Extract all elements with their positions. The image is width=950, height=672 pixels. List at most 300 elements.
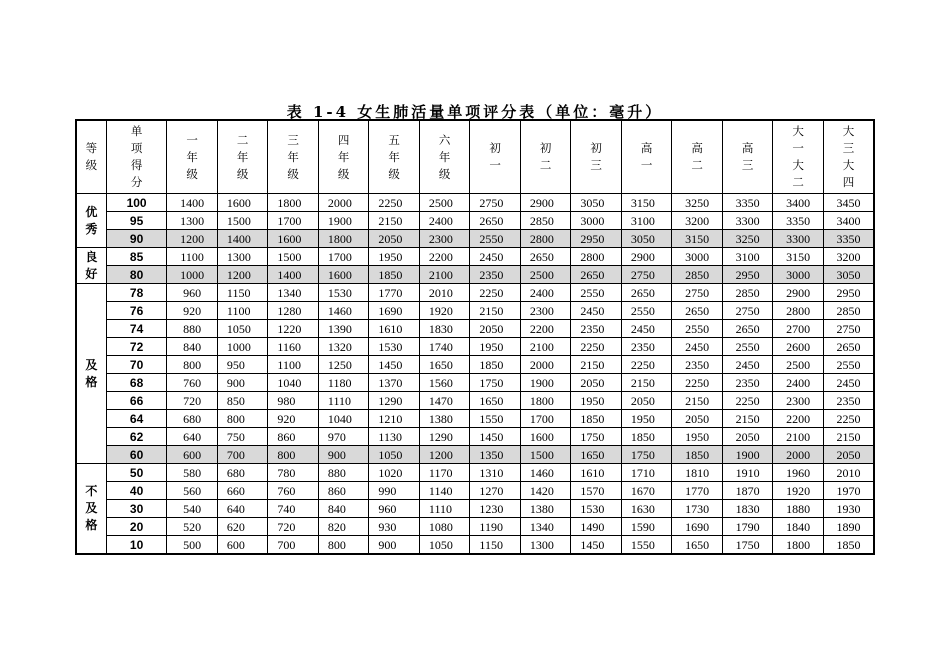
value-cell: 2050 [621, 392, 672, 410]
value-cell: 2750 [621, 266, 672, 284]
value-cell: 1450 [571, 536, 622, 555]
value-cell: 990 [369, 482, 420, 500]
value-cell: 3200 [823, 248, 874, 266]
score-cell: 40 [106, 482, 167, 500]
value-cell: 1970 [823, 482, 874, 500]
value-cell: 1320 [318, 338, 369, 356]
value-cell: 2550 [722, 338, 773, 356]
grade-cell [76, 194, 106, 248]
value-cell: 1210 [369, 410, 420, 428]
table-row [76, 266, 874, 284]
value-cell: 1460 [520, 464, 571, 482]
value-cell: 1870 [722, 482, 773, 500]
value-cell: 1850 [470, 356, 521, 374]
value-cell: 2400 [773, 374, 824, 392]
column-header-label: 一年级 [186, 132, 198, 181]
value-cell: 3300 [773, 230, 824, 248]
value-cell: 1900 [722, 446, 773, 464]
grade-label: 良好 [85, 249, 98, 281]
table-row [76, 194, 874, 212]
value-cell: 1220 [268, 320, 319, 338]
value-cell: 970 [318, 428, 369, 446]
value-cell: 2450 [672, 338, 723, 356]
table-row [76, 374, 874, 392]
value-cell: 1200 [167, 230, 218, 248]
value-cell: 860 [318, 482, 369, 500]
value-cell: 2250 [369, 194, 420, 212]
value-cell: 3250 [672, 194, 723, 212]
value-cell: 800 [268, 446, 319, 464]
value-cell: 2900 [621, 248, 672, 266]
value-cell: 600 [167, 446, 218, 464]
value-cell: 1420 [520, 482, 571, 500]
value-cell: 1310 [470, 464, 521, 482]
value-cell: 1960 [773, 464, 824, 482]
value-cell: 2850 [672, 266, 723, 284]
value-cell: 2950 [571, 230, 622, 248]
value-cell: 2000 [773, 446, 824, 464]
value-cell: 2850 [823, 302, 874, 320]
table-row [76, 464, 874, 482]
value-cell: 1700 [318, 248, 369, 266]
grade-label: 及格 [85, 357, 98, 389]
value-cell: 860 [268, 428, 319, 446]
value-cell: 1950 [571, 392, 622, 410]
value-cell: 740 [268, 500, 319, 518]
value-cell: 2800 [773, 302, 824, 320]
table-row [76, 446, 874, 464]
column-header-label: 大一大二 [792, 124, 804, 189]
value-cell: 2350 [621, 338, 672, 356]
value-cell: 2300 [520, 302, 571, 320]
value-cell: 1140 [419, 482, 470, 500]
value-cell: 2750 [672, 284, 723, 302]
value-cell: 1550 [470, 410, 521, 428]
value-cell: 1920 [773, 482, 824, 500]
column-header-label: 五年级 [388, 132, 400, 181]
value-cell: 1600 [520, 428, 571, 446]
value-cell: 760 [167, 374, 218, 392]
value-cell: 1500 [268, 248, 319, 266]
value-cell: 1000 [167, 266, 218, 284]
grade-cell [76, 284, 106, 464]
value-cell: 3450 [823, 194, 874, 212]
value-cell: 1800 [318, 230, 369, 248]
value-cell: 1250 [318, 356, 369, 374]
value-cell: 2200 [419, 248, 470, 266]
value-cell: 2050 [722, 428, 773, 446]
grade-label: 不及格 [85, 484, 98, 532]
score-cell: 85 [106, 248, 167, 266]
column-header [571, 120, 622, 194]
column-header-label: 单项得分 [130, 124, 143, 189]
value-cell: 2500 [419, 194, 470, 212]
column-header [621, 120, 672, 194]
score-cell: 68 [106, 374, 167, 392]
table-row [76, 248, 874, 266]
column-header [106, 120, 167, 194]
value-cell: 3000 [672, 248, 723, 266]
value-cell: 880 [318, 464, 369, 482]
value-cell: 620 [217, 518, 268, 536]
value-cell: 2150 [823, 428, 874, 446]
value-cell: 2900 [520, 194, 571, 212]
value-cell: 1050 [217, 320, 268, 338]
score-cell: 95 [106, 212, 167, 230]
value-cell: 960 [167, 284, 218, 302]
value-cell: 1530 [369, 338, 420, 356]
value-cell: 1190 [470, 518, 521, 536]
value-cell: 2100 [520, 338, 571, 356]
value-cell: 520 [167, 518, 218, 536]
value-cell: 3050 [571, 194, 622, 212]
value-cell: 1830 [722, 500, 773, 518]
value-cell: 1800 [268, 194, 319, 212]
value-cell: 1830 [419, 320, 470, 338]
value-cell: 930 [369, 518, 420, 536]
value-cell: 1300 [520, 536, 571, 555]
value-cell: 1050 [419, 536, 470, 555]
value-cell: 640 [167, 428, 218, 446]
table-title: 表 1-4 女生肺活量单项评分表（单位：毫升） [286, 103, 664, 121]
value-cell: 1100 [268, 356, 319, 374]
value-cell: 1880 [773, 500, 824, 518]
value-cell: 1350 [470, 446, 521, 464]
score-cell: 80 [106, 266, 167, 284]
value-cell: 800 [217, 410, 268, 428]
table-row [76, 410, 874, 428]
value-cell: 1700 [268, 212, 319, 230]
value-cell: 3150 [773, 248, 824, 266]
value-cell: 1390 [318, 320, 369, 338]
score-cell: 70 [106, 356, 167, 374]
table-row [76, 482, 874, 500]
value-cell: 2200 [773, 410, 824, 428]
score-cell: 72 [106, 338, 167, 356]
value-cell: 2350 [470, 266, 521, 284]
value-cell: 780 [268, 464, 319, 482]
value-cell: 2150 [672, 392, 723, 410]
column-header [318, 120, 369, 194]
value-cell: 2050 [369, 230, 420, 248]
value-cell: 2650 [672, 302, 723, 320]
value-cell: 600 [217, 536, 268, 555]
column-header [672, 120, 723, 194]
value-cell: 2600 [773, 338, 824, 356]
column-header [167, 120, 218, 194]
value-cell: 2350 [823, 392, 874, 410]
column-header [369, 120, 420, 194]
score-cell: 100 [106, 194, 167, 212]
column-header-label: 四年级 [337, 132, 350, 181]
value-cell: 2950 [722, 266, 773, 284]
value-cell: 680 [167, 410, 218, 428]
value-cell: 1040 [318, 410, 369, 428]
value-cell: 700 [217, 446, 268, 464]
value-cell: 1850 [672, 446, 723, 464]
value-cell: 2750 [470, 194, 521, 212]
column-header-label: 初三 [590, 141, 602, 172]
value-cell: 3350 [722, 194, 773, 212]
value-cell: 2800 [520, 230, 571, 248]
value-cell: 900 [369, 536, 420, 555]
score-cell: 30 [106, 500, 167, 518]
table-row [76, 338, 874, 356]
score-cell: 62 [106, 428, 167, 446]
score-cell: 10 [106, 536, 167, 555]
value-cell: 660 [217, 482, 268, 500]
value-cell: 2350 [722, 374, 773, 392]
value-cell: 1850 [823, 536, 874, 555]
value-cell: 2000 [520, 356, 571, 374]
score-cell: 64 [106, 410, 167, 428]
value-cell: 3100 [621, 212, 672, 230]
value-cell: 1500 [520, 446, 571, 464]
value-cell: 1300 [167, 212, 218, 230]
value-cell: 1750 [470, 374, 521, 392]
value-cell: 1550 [621, 536, 672, 555]
value-cell: 920 [268, 410, 319, 428]
value-cell: 1610 [369, 320, 420, 338]
value-cell: 1850 [571, 410, 622, 428]
score-cell: 66 [106, 392, 167, 410]
value-cell: 1890 [823, 518, 874, 536]
value-cell: 1080 [419, 518, 470, 536]
table-row [76, 428, 874, 446]
value-cell: 2250 [823, 410, 874, 428]
value-cell: 1050 [369, 446, 420, 464]
value-cell: 3300 [722, 212, 773, 230]
value-cell: 2200 [520, 320, 571, 338]
value-cell: 2010 [823, 464, 874, 482]
value-cell: 2250 [571, 338, 622, 356]
value-cell: 2250 [621, 356, 672, 374]
value-cell: 2050 [571, 374, 622, 392]
value-cell: 2150 [470, 302, 521, 320]
column-header-label: 高二 [691, 141, 703, 172]
value-cell: 2350 [571, 320, 622, 338]
value-cell: 1740 [419, 338, 470, 356]
value-cell: 2550 [621, 302, 672, 320]
value-cell: 1530 [318, 284, 369, 302]
score-table [75, 119, 875, 555]
value-cell: 1670 [621, 482, 672, 500]
value-cell: 1340 [520, 518, 571, 536]
value-cell: 1200 [217, 266, 268, 284]
value-cell: 1280 [268, 302, 319, 320]
value-cell: 1850 [369, 266, 420, 284]
value-cell: 1290 [419, 428, 470, 446]
value-cell: 3350 [823, 230, 874, 248]
value-cell: 2150 [571, 356, 622, 374]
value-cell: 3000 [571, 212, 622, 230]
value-cell: 1100 [217, 302, 268, 320]
value-cell: 2450 [621, 320, 672, 338]
column-header-label: 等级 [85, 141, 98, 172]
value-cell: 950 [217, 356, 268, 374]
value-cell: 1770 [672, 482, 723, 500]
value-cell: 1730 [672, 500, 723, 518]
column-header-label: 二年级 [236, 132, 249, 181]
column-header [419, 120, 470, 194]
value-cell: 750 [217, 428, 268, 446]
value-cell: 2650 [722, 320, 773, 338]
value-cell: 2650 [621, 284, 672, 302]
value-cell: 800 [167, 356, 218, 374]
table-row [76, 230, 874, 248]
value-cell: 3050 [823, 266, 874, 284]
column-header [470, 120, 521, 194]
value-cell: 680 [217, 464, 268, 482]
value-cell: 1160 [268, 338, 319, 356]
value-cell: 2550 [470, 230, 521, 248]
value-cell: 500 [167, 536, 218, 555]
grade-cell [76, 248, 106, 284]
value-cell: 640 [217, 500, 268, 518]
value-cell: 1690 [672, 518, 723, 536]
value-cell: 1180 [318, 374, 369, 392]
value-cell: 1650 [672, 536, 723, 555]
value-cell: 2500 [520, 266, 571, 284]
value-cell: 1100 [167, 248, 218, 266]
column-header-label: 六年级 [438, 132, 451, 181]
value-cell: 2800 [571, 248, 622, 266]
value-cell: 1040 [268, 374, 319, 392]
column-header-label: 高一 [640, 141, 653, 172]
column-header-label: 高三 [741, 141, 754, 172]
value-cell: 2850 [722, 284, 773, 302]
value-cell: 1900 [318, 212, 369, 230]
value-cell: 1500 [217, 212, 268, 230]
value-cell: 2450 [470, 248, 521, 266]
value-cell: 960 [369, 500, 420, 518]
value-cell: 1400 [268, 266, 319, 284]
value-cell: 3050 [621, 230, 672, 248]
value-cell: 700 [268, 536, 319, 555]
value-cell: 1230 [470, 500, 521, 518]
value-cell: 1600 [268, 230, 319, 248]
value-cell: 2450 [722, 356, 773, 374]
value-cell: 1690 [369, 302, 420, 320]
value-cell: 1150 [470, 536, 521, 555]
grade-label: 优秀 [85, 204, 98, 236]
value-cell: 2700 [773, 320, 824, 338]
value-cell: 2150 [722, 410, 773, 428]
value-cell: 2350 [672, 356, 723, 374]
value-cell: 580 [167, 464, 218, 482]
value-cell: 1270 [470, 482, 521, 500]
value-cell: 1800 [520, 392, 571, 410]
score-cell: 76 [106, 302, 167, 320]
value-cell: 2650 [470, 212, 521, 230]
value-cell: 2000 [318, 194, 369, 212]
value-cell: 3000 [773, 266, 824, 284]
value-cell: 2500 [773, 356, 824, 374]
value-cell: 2550 [823, 356, 874, 374]
value-cell: 2100 [419, 266, 470, 284]
value-cell: 1630 [621, 500, 672, 518]
value-cell: 840 [167, 338, 218, 356]
value-cell: 1200 [419, 446, 470, 464]
value-cell: 1470 [419, 392, 470, 410]
value-cell: 3400 [823, 212, 874, 230]
value-cell: 1380 [419, 410, 470, 428]
value-cell: 1790 [722, 518, 773, 536]
table-row [76, 356, 874, 374]
value-cell: 2650 [571, 266, 622, 284]
value-cell: 1750 [621, 446, 672, 464]
value-cell: 2150 [369, 212, 420, 230]
value-cell: 1300 [217, 248, 268, 266]
table-row [76, 284, 874, 302]
value-cell: 1610 [571, 464, 622, 482]
value-cell: 2250 [672, 374, 723, 392]
value-cell: 2400 [520, 284, 571, 302]
value-cell: 720 [268, 518, 319, 536]
value-cell: 1020 [369, 464, 420, 482]
column-header [823, 120, 874, 194]
value-cell: 2450 [823, 374, 874, 392]
value-cell: 850 [217, 392, 268, 410]
value-cell: 1370 [369, 374, 420, 392]
value-cell: 3100 [722, 248, 773, 266]
value-cell: 3350 [773, 212, 824, 230]
value-cell: 2050 [470, 320, 521, 338]
value-cell: 2750 [823, 320, 874, 338]
value-cell: 560 [167, 482, 218, 500]
column-header [520, 120, 571, 194]
table-row [76, 320, 874, 338]
value-cell: 1750 [722, 536, 773, 555]
value-cell: 1170 [419, 464, 470, 482]
score-cell: 50 [106, 464, 167, 482]
value-cell: 900 [318, 446, 369, 464]
value-cell: 1570 [571, 482, 622, 500]
value-cell: 720 [167, 392, 218, 410]
column-header [722, 120, 773, 194]
column-header-label: 初二 [539, 141, 552, 172]
value-cell: 1150 [217, 284, 268, 302]
value-cell: 3200 [672, 212, 723, 230]
value-cell: 1110 [318, 392, 369, 410]
value-cell: 2900 [773, 284, 824, 302]
value-cell: 1910 [722, 464, 773, 482]
value-cell: 1000 [217, 338, 268, 356]
value-cell: 1490 [571, 518, 622, 536]
value-cell: 2650 [520, 248, 571, 266]
value-cell: 880 [167, 320, 218, 338]
value-cell: 3400 [773, 194, 824, 212]
value-cell: 2050 [672, 410, 723, 428]
value-cell: 2550 [571, 284, 622, 302]
value-cell: 2450 [571, 302, 622, 320]
value-cell: 1600 [318, 266, 369, 284]
value-cell: 1810 [672, 464, 723, 482]
value-cell: 1600 [217, 194, 268, 212]
value-cell: 1950 [672, 428, 723, 446]
value-cell: 1750 [571, 428, 622, 446]
score-cell: 60 [106, 446, 167, 464]
value-cell: 1650 [470, 392, 521, 410]
value-cell: 2650 [823, 338, 874, 356]
header-row [76, 120, 874, 194]
value-cell: 1380 [520, 500, 571, 518]
value-cell: 1340 [268, 284, 319, 302]
table-row [76, 518, 874, 536]
value-cell: 2550 [672, 320, 723, 338]
value-cell: 1530 [571, 500, 622, 518]
value-cell: 2250 [722, 392, 773, 410]
